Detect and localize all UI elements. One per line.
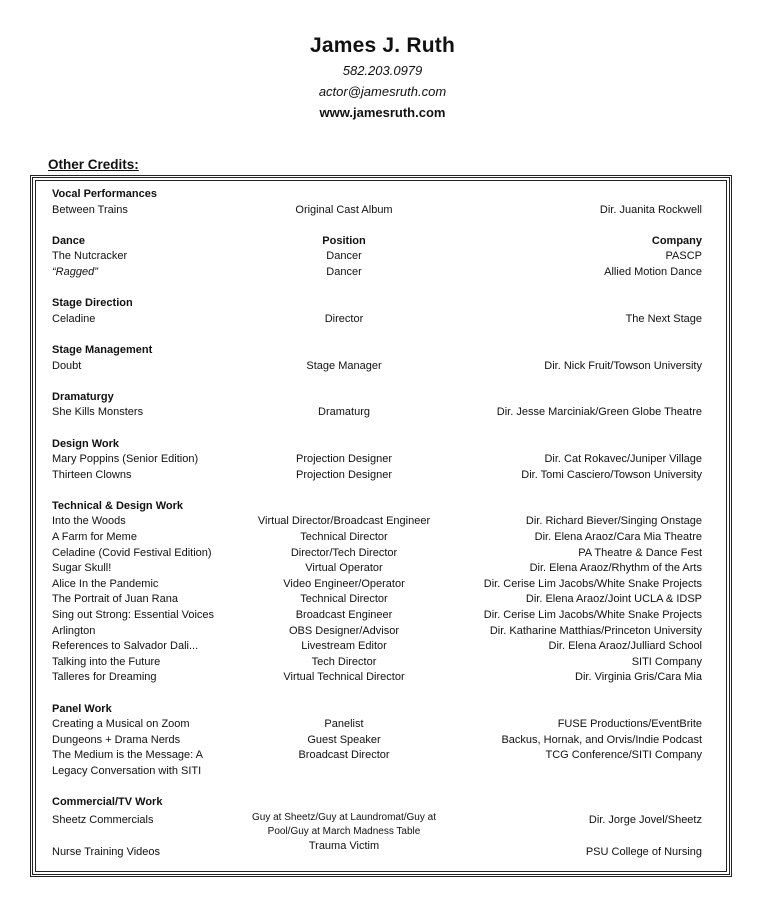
group-header-row [52,234,702,250]
credit-row: References to Salvador Dali... Livestream Editor Dir. Elena Araoz/Julliard School [52,640,702,653]
group-title: Stage Direction [52,297,133,310]
credit-row: The Nutcracker Dancer PASCP [52,250,702,263]
group-title: Commercial/TV Work [52,796,163,809]
credit-row: Into the Woods Virtual Director/Broadcast Engineer Dir. Richard Biever/Singing Onstage [52,515,702,528]
actor-name: James J. Ruth [310,34,455,57]
dance-group [52,234,702,281]
credit-row: Talking into the Future Tech Director SITI Company [52,655,702,668]
group-title: Design Work [52,437,120,450]
credit-row: A Farm for Meme Technical Director Dir. Elena Araoz/Cara Mia Theatre [52,531,702,544]
group-title: Dance [52,234,86,247]
technical-group [52,499,702,686]
credit-row: The Medium is the Message: A Legacy Conversation with SITI Broadcast Director TCG Conference/SITI Company [52,749,702,777]
credit-row: Thirteen Clowns Projection Designer Dir. Tomi Casciero/Towson University [52,468,702,481]
stage-direction-group [52,296,702,327]
credit-row: Talleres for Dreaming Virtual Technical Director Dir. Virginia Gris/Cara Mia [52,671,702,684]
credit-row: Arlington OBS Designer/Advisor Dir. Katharine Matthias/Princeton University [52,624,702,637]
credit-row: Sugar Skull! Virtual Operator Dir. Elena Araoz/Rhythm of the Arts [52,562,702,575]
email-address: actor@jamesruth.com [318,84,447,99]
column-header: Position [322,234,366,247]
credit-row: Dungeons + Drama Nerds Guest Speaker Backus, Hornak, and Orvis/Indie Podcast [52,733,702,746]
group-title: Technical & Design Work [52,499,184,512]
website: www.jamesruth.com [319,105,446,120]
credit-row: Celadine Director The Next Stage [52,312,702,325]
credit-row: Mary Poppins (Senior Edition) Projection Designer Dir. Cat Rokavec/Juniper Village [52,453,702,466]
design-group [52,437,702,484]
credit-row: Sing out Strong: Essential Voices Broadcast Engineer Dir. Cerise Lim Jacobs/White Snake Projects [52,609,702,622]
credit-row: The Portrait of Juan Rana Technical Director Dir. Elena Araoz/Joint UCLA & IDSP [52,593,702,606]
stage-management-group [52,343,702,374]
credit-row: Between Trains Original Cast Album Dir. Juanita Rockwell [52,203,702,216]
credit-row: Celadine (Covid Festival Edition) Director/Tech Director PA Theatre & Dance Fest [52,546,702,559]
credit-row: “Ragged” Dancer Allied Motion Dance [52,265,702,278]
dramaturgy-group [52,390,702,421]
group-title: Dramaturgy [52,390,114,403]
credit-row: Nurse Training Videos Trauma Victim PSU College of Nursing [52,839,702,858]
resume-header [0,32,765,124]
phone-number: 582.203.0979 [342,63,423,78]
credit-row: Sheetz Commercials Guy at Sheetz/Guy at Laundromat/Guy at Pool/Guy at March Madness Table Dir. Jorge Jovel/Sheetz [52,811,702,837]
group-title: Stage Management [52,343,153,356]
panel-group [52,702,702,780]
vocal-group [52,187,702,218]
column-header: Company [651,234,702,247]
commercial-group [52,795,702,860]
credits-content [52,187,702,876]
credit-row: Alice In the Pandemic Video Engineer/Operator Dir. Cerise Lim Jacobs/White Snake Projects [52,577,702,590]
group-title: Vocal Performances [52,188,157,200]
credit-row: Doubt Stage Manager Dir. Nick Fruit/Towson University [52,359,702,372]
credit-row: She Kills Monsters Dramaturg Dir. Jesse Marciniak/Green Globe Theatre [52,406,702,419]
credit-row: Creating a Musical on Zoom Panelist FUSE Productions/EventBrite [52,718,702,731]
group-title: Panel Work [52,702,112,715]
section-title: Other Credits: [48,157,139,172]
